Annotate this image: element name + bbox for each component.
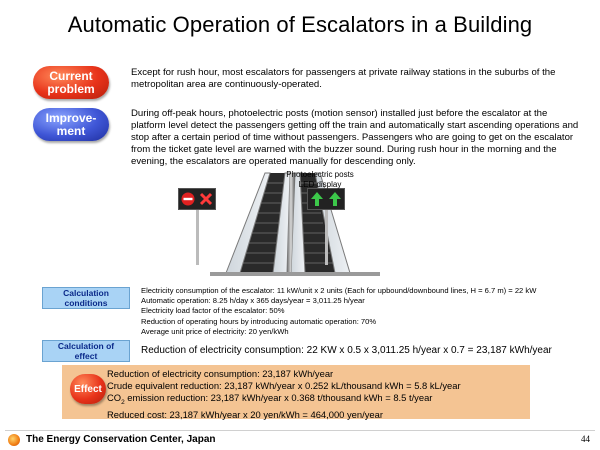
improvement-badge [33, 108, 109, 141]
current-problem-label-2: problem [47, 81, 95, 96]
cross-icon [199, 192, 213, 206]
effect-line-2: Crude equivalent reduction: 23,187 kWh/year x 0.252 kL/thousand kWh = 5.8 kL/year [107, 380, 461, 392]
calc-line: Reduction of operating hours by introducing automatic operation: 70% [141, 316, 377, 326]
calculation-of-effect-text: Reduction of electricity consumption: 22 KW x 0.5 x 3,011.25 h/year x 0.7 = 23,187 kWh/year [141, 345, 552, 356]
calc-line: Average unit price of electricity: 20 yen/kWh [141, 326, 289, 336]
illustration-label-1: Photoelectric posts [286, 170, 354, 179]
page-number: 44 [581, 434, 590, 444]
calc-conditions-label-1: Calculation [63, 288, 109, 298]
illustration-label-2: LED display [298, 180, 342, 189]
effect-text [107, 368, 527, 422]
current-problem-text: Except for rush hour, most escalators for passengers at private railway stations in the suburbs of the metropolitan area are continuously-operated. [131, 67, 556, 90]
improvement-label-2: ment [56, 123, 86, 138]
footer-organization: The Energy Conservation Center, Japan [26, 434, 216, 445]
eccj-logo-icon [8, 434, 20, 446]
calculation-of-effect-tag [42, 340, 130, 362]
photoelectric-post-right [325, 210, 328, 265]
calc-conditions-label-2: conditions [64, 298, 108, 308]
calc-line: Electricity load factor of the escalator: 50% [141, 306, 285, 316]
calculation-conditions-tag [42, 287, 130, 309]
photoelectric-post-left [196, 210, 199, 265]
no-entry-icon [181, 192, 195, 206]
current-problem-badge [33, 66, 109, 99]
led-display-left [178, 188, 216, 210]
co2-rest: emission reduction: 23,187 kWh/year x 0.368 t/thousand kWh = 8.5 t/year [124, 392, 433, 404]
effect-line-1: Reduction of electricity consumption: 23,187 kWh/year [107, 368, 334, 379]
up-arrow-icon [328, 191, 342, 207]
current-problem-label-1: Current [49, 68, 93, 83]
effect-line-4: Reduced cost: 23,187 kWh/year x 20 yen/kWh = 464,000 yen/year [107, 409, 383, 421]
footer-divider [5, 430, 595, 431]
effect-badge: Effect [70, 374, 106, 404]
led-display-right [307, 188, 345, 210]
effect-line-3 [107, 392, 527, 409]
improvement-text: During off-peak hours, photoelectric posts (motion sensor) installed just before the escalator at the platform level detect the passengers getting off the train and automatically start ascending operations and stop after a certain period of time without passengers. Passengers who are going to get on the escalator from the ticket gate level are warned with the buzzer sound. During rush hour in the morning and the evening, the escalators are operated manually for descending only. [131, 108, 579, 167]
page-title: Automatic Operation of Escalators in a Building [67, 12, 533, 37]
illustration-label [285, 170, 355, 190]
calc-line: Automatic operation: 8.25 h/day x 365 days/year = 3,011.25 h/year [141, 296, 365, 306]
co2-prefix: CO [107, 392, 122, 404]
improvement-label-1: Improve- [45, 110, 97, 125]
calc-effect-label-2: effect [74, 351, 98, 361]
co2-sub: 2 [121, 399, 125, 407]
calculation-conditions-list [141, 286, 586, 337]
calc-line: Electricity consumption of the escalator: 11 kW/unit x 2 units (Each for upbound/downbound lines, H = 6.7 m) = 22 kW [141, 286, 537, 295]
calc-effect-label-1: Calculation of [57, 341, 115, 351]
up-arrow-icon [310, 191, 324, 207]
